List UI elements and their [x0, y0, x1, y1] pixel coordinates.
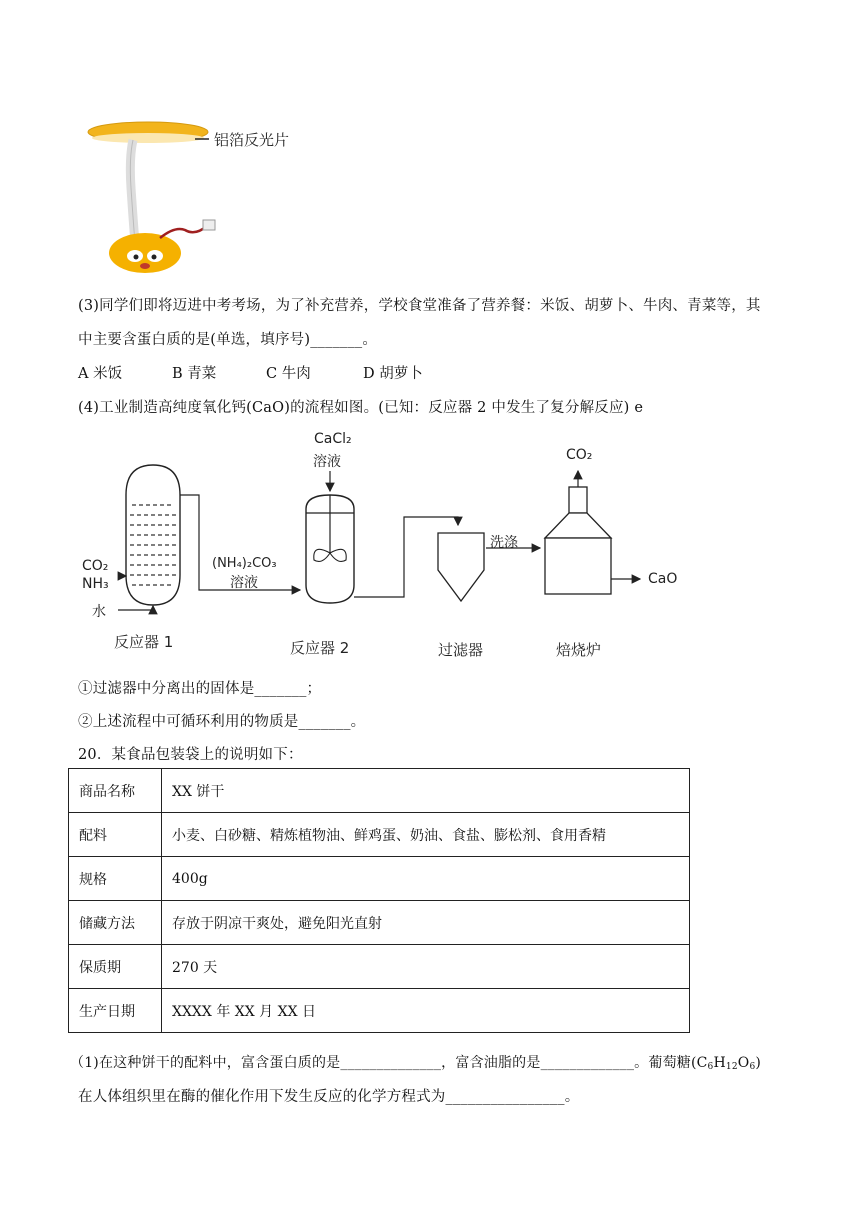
q4-sub2: ②上述流程中可循环利用的物质是_______。 — [78, 714, 366, 730]
q20-sub1-line2: 在人体组织里在酶的催化作用下发生反应的化学方程式为________________。 — [78, 1089, 580, 1105]
ammonium-carbonate-label: (NH₄)₂CO₃ — [212, 556, 277, 571]
table-row — [69, 989, 690, 1033]
table-row — [69, 901, 690, 945]
q20-sub1-line1 — [70, 1052, 761, 1072]
co2-output-label: CO₂ — [566, 447, 593, 463]
table-row — [69, 813, 690, 857]
q3-line1: (3)同学们即将迈进中考考场，为了补充营养，学校食堂准备了营养餐：米饭、胡萝卜、牛肉、青菜等，其 — [78, 298, 761, 314]
wash-label: 洗涤 — [490, 535, 518, 551]
option-a: A 米饭 — [78, 366, 123, 382]
table-value: 小麦、白砂糖、精炼植物油、鲜鸡蛋、奶油、食盐、膨松剂、食用香精 — [162, 813, 690, 857]
reactor2-label: 反应器 2 — [290, 639, 350, 657]
table-value: XXXX 年 XX 月 XX 日 — [162, 989, 690, 1033]
table-key: 配料 — [69, 813, 162, 857]
reactor1-label: 反应器 1 — [114, 633, 174, 651]
ammonium-carbonate-solution-label: 溶液 — [230, 575, 258, 591]
lamp-foil-label: 铝箔反光片 — [214, 131, 290, 149]
table-key: 储藏方法 — [69, 901, 162, 945]
table-row — [69, 857, 690, 901]
cacl2-solution-label: 溶液 — [313, 454, 341, 470]
table-key: 规格 — [69, 857, 162, 901]
table-key: 商品名称 — [69, 769, 162, 813]
table-row — [69, 945, 690, 989]
q4-sub1: ①过滤器中分离出的固体是_______； — [78, 681, 322, 697]
process-flow-diagram — [78, 425, 718, 665]
option-d: D 胡萝卜 — [363, 366, 423, 382]
table-key: 生产日期 — [69, 989, 162, 1033]
q4-title: (4)工业制造高纯度氧化钙(CaO)的流程如图。(已知：反应器 2 中发生了复分解反应) e — [78, 400, 644, 416]
cacl2-label: CaCl₂ — [314, 431, 352, 447]
table-row — [69, 769, 690, 813]
q20-title: 20．某食品包装袋上的说明如下： — [78, 747, 303, 763]
option-b: B 青菜 — [172, 366, 217, 382]
table-value: XX 饼干 — [162, 769, 690, 813]
q3-line2: 中主要含蛋白质的是(单选，填序号)_______。 — [78, 332, 378, 348]
cao-output-label: CaO — [648, 571, 678, 587]
table-key: 保质期 — [69, 945, 162, 989]
food-info-table — [68, 768, 690, 1033]
co2-input-label: CO₂ — [82, 558, 109, 574]
filter-label: 过滤器 — [438, 641, 484, 659]
formula-rendered: $_6H_{12}O_6$) — [707, 1055, 762, 1072]
furnace-label: 焙烧炉 — [556, 641, 602, 659]
table-value: 400g — [162, 857, 690, 901]
table-value: 270 天 — [162, 945, 690, 989]
water-input-label: 水 — [92, 604, 106, 620]
q20-sub1-text: （1)在这种饼干的配料中，富含蛋白质的是______________，富含油脂的是_____________。葡萄糖(C — [70, 1055, 708, 1071]
nh3-input-label: NH₃ — [82, 576, 109, 592]
option-c: C 牛肉 — [266, 366, 311, 382]
table-value: 存放于阴凉干爽处，避免阳光直射 — [162, 901, 690, 945]
